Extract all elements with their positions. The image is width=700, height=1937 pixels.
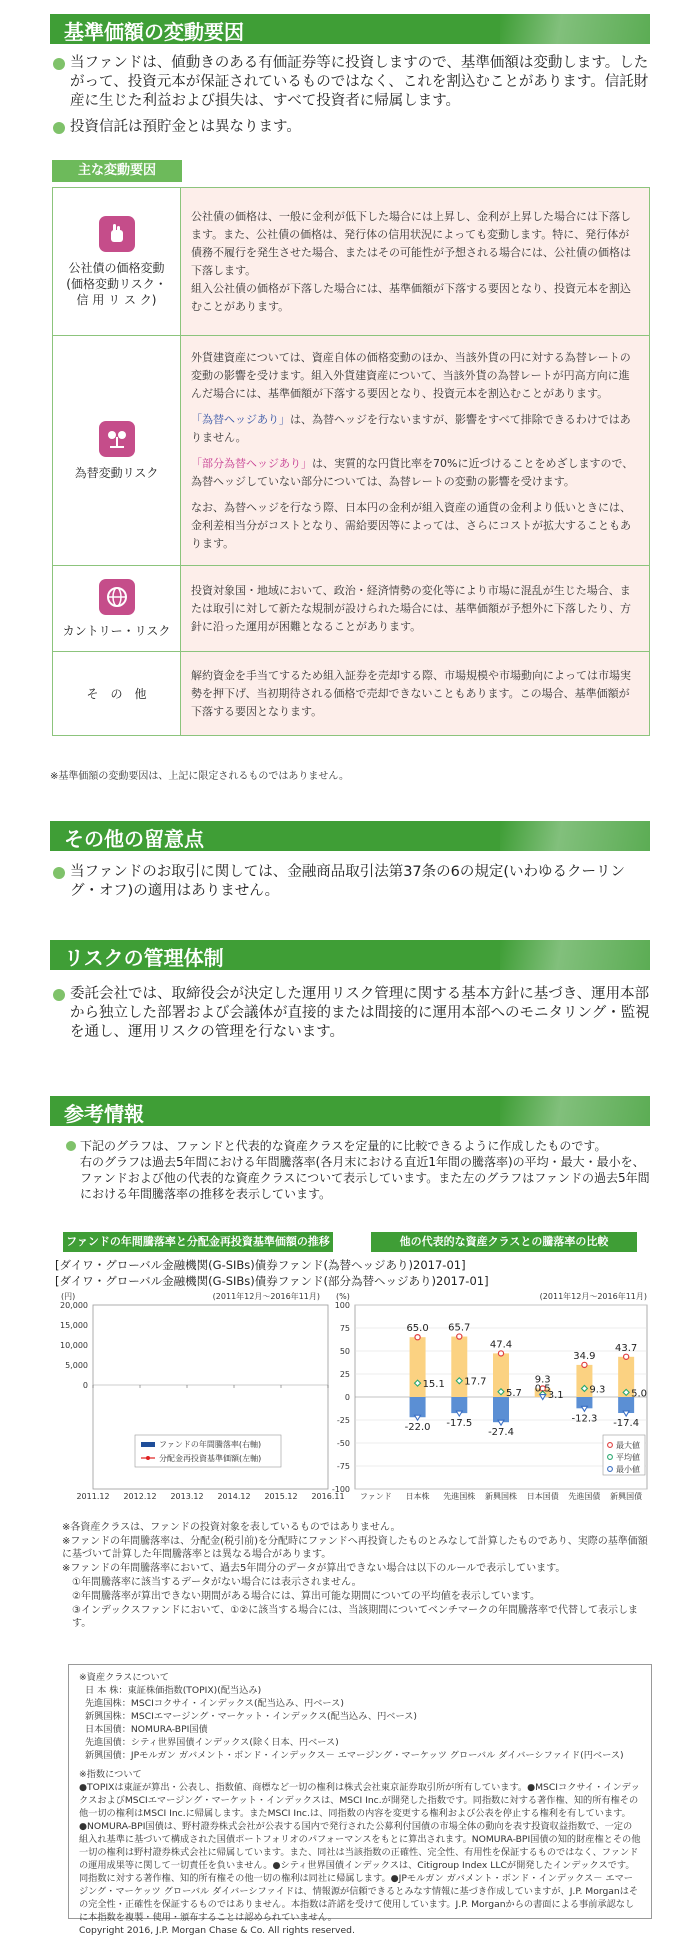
risk-text: 投資対象国・地域において、政治・経済情勢の変化等により市場に混乱が生じた場合、または取引に対して新たな規制が設けられた場合には、基準価額が予想外に下落したり、方針に沿った運用が困難となることがあります。 bbox=[191, 583, 631, 633]
legend-label: 平均値 bbox=[616, 1453, 640, 1462]
section-header-other-notes bbox=[50, 821, 650, 851]
max-marker bbox=[498, 1351, 503, 1356]
risk-text-cell bbox=[181, 652, 650, 736]
section-title: 参考情報 bbox=[64, 1102, 144, 1126]
risk-label: (価格変動リスク・ bbox=[66, 276, 167, 291]
right-x-tick: 先進国債 bbox=[568, 1492, 601, 1501]
risk-text: 公社債の価格は、一般に金利が低下した場合には上昇し、金利が上昇した場合には下落します。また、公社債の価格は、発行体の信用状況によっても変動します。特に、発行体が債務不履行を発生させた場合、またはその可能性が予想される場合には、公社債の価格は下落します。 bbox=[191, 209, 631, 277]
min-marker bbox=[415, 1415, 421, 1420]
risk-text: 組入公社債の価格が下落した場合には、基準価額が下落する要因となり、投資元本を割込むことがあります。 bbox=[191, 281, 631, 313]
risk-text-cell bbox=[181, 566, 650, 652]
risk-label: 信 用 リ ス ク) bbox=[76, 292, 157, 307]
legend-label: 最小値 bbox=[616, 1465, 640, 1474]
left-x-tick: 2012.12 bbox=[123, 1492, 157, 1501]
table-row bbox=[53, 566, 650, 652]
min-marker bbox=[623, 1411, 629, 1416]
min-marker bbox=[540, 1395, 546, 1400]
right-chart-period: (2011年12月～2016年11月) bbox=[539, 1292, 647, 1301]
fund-name: [ダイワ・グローバル金融機関(G-SIBs)債券ファンド(為替ヘッジあり)2017-01] bbox=[55, 1258, 466, 1272]
bullet-text bbox=[66, 1138, 650, 1202]
max-marker bbox=[582, 1362, 587, 1367]
risk-factor-table bbox=[52, 187, 650, 736]
avg-label: 5.0 bbox=[631, 1388, 648, 1400]
header-decoration bbox=[500, 940, 650, 970]
risk-label: カントリー・リスク bbox=[62, 623, 171, 638]
reference-box bbox=[68, 1664, 652, 1936]
risk-label-cell bbox=[53, 566, 181, 652]
risk-label: 為替変動リスク bbox=[74, 465, 159, 480]
risk-label-cell bbox=[53, 652, 181, 736]
right-y-tick: 25 bbox=[339, 1370, 350, 1379]
section-title: リスクの管理体制 bbox=[64, 946, 224, 970]
bullet-line: 下記のグラフは、ファンドと代表的な資産クラスを定量的に比較できるように作成したものです。 bbox=[80, 1139, 607, 1153]
table-row bbox=[53, 188, 650, 336]
right-x-tick: 先進国株 bbox=[443, 1492, 476, 1501]
chart-note: ①年間騰落率に該当するデータがない場合には表示されません。 bbox=[72, 1577, 362, 1588]
charts-area bbox=[55, 1285, 655, 1505]
max-marker bbox=[457, 1334, 462, 1339]
chart-note: ②年間騰落率が算出できない期間がある場合には、算出可能な期間についての平均値を表示しています。 bbox=[72, 1591, 540, 1602]
reference-line: 日 本 株：東証株価指数(TOPIX)(配当込み) bbox=[85, 1685, 262, 1696]
max-marker bbox=[415, 1335, 420, 1340]
section-title: その他の留意点 bbox=[64, 827, 204, 851]
left-chart-unit: (円) bbox=[61, 1292, 76, 1301]
left-y-tick: 10,000 bbox=[60, 1341, 88, 1350]
bar-negative bbox=[410, 1397, 426, 1417]
right-y-tick: 0 bbox=[344, 1393, 350, 1402]
reference-line: 日本国債：NOMURA-BPI国債 bbox=[85, 1724, 208, 1735]
legend-marker bbox=[608, 1455, 613, 1460]
min-label: -17.5 bbox=[446, 1418, 473, 1430]
legend-label: 分配金再投資基準価額(左軸) bbox=[159, 1454, 262, 1463]
left-y-tick: 20,000 bbox=[60, 1301, 88, 1310]
right-x-tick: ファンド bbox=[359, 1492, 392, 1501]
left-x-tick: 2014.12 bbox=[217, 1492, 251, 1501]
right-y-tick: -50 bbox=[336, 1439, 350, 1448]
max-label: 65.7 bbox=[448, 1322, 471, 1334]
bullet-text: 委託会社では、取締役会が決定した運用リスク管理に関する基本方針に基づき、運用本部から独立した部署および会議体が直接的または間接的に運用本部へのモニタリング・監視を通し、運用リスクの管理を行ないます。 bbox=[52, 985, 652, 1042]
chart-note: ③インデックスファンドにおいて、①②に該当する場合には、当該期間についてベンチマークの年間騰落率で代替して表示します。 bbox=[72, 1605, 638, 1629]
left-x-tick: 2015.12 bbox=[264, 1492, 298, 1501]
min-label: -27.4 bbox=[488, 1427, 514, 1439]
left-chart-period: (2011年12月～2016年11月) bbox=[212, 1292, 320, 1301]
left-x-tick: 2011.12 bbox=[76, 1492, 110, 1501]
header-decoration bbox=[500, 14, 650, 44]
table-row bbox=[53, 652, 650, 736]
reference-line: 新興国株：MSCIエマージング・マーケット・インデックス(配当込み、円ベース) bbox=[85, 1711, 417, 1722]
avg-label: 3.1 bbox=[547, 1390, 564, 1402]
bullet-text: 当ファンドのお取引に関しては、金融商品取引法第37条の6の規定(いわゆるクーリング・オフ)の適用はありません。 bbox=[52, 863, 652, 901]
avg-label: 5.7 bbox=[506, 1387, 522, 1399]
chart-note: ※ファンドの年間騰落率において、過去5年間分のデータが算出できない場合は以下のルールで表示しています。 bbox=[62, 1563, 566, 1574]
header-decoration bbox=[500, 1096, 650, 1126]
risk-text bbox=[191, 455, 639, 491]
scale-icon bbox=[99, 421, 135, 457]
right-y-tick: -25 bbox=[336, 1416, 350, 1425]
risk-text bbox=[191, 411, 639, 447]
min-marker bbox=[581, 1406, 587, 1411]
bullet-text: 投資信託は預貯金とは異なります。 bbox=[52, 118, 652, 137]
hand-icon bbox=[99, 216, 135, 252]
risk-text: なお、為替ヘッジを行なう際、日本円の金利が組入資産の通貨の金利より低いときには、金利差相当分がコストとなり、需給要因等によっては、さらにコストが拡大することもあります。 bbox=[191, 500, 631, 550]
min-marker bbox=[456, 1411, 462, 1416]
legend-label: ファンドの年間騰落率(右軸) bbox=[159, 1440, 262, 1449]
legend-bar-swatch bbox=[141, 1442, 155, 1447]
left-x-tick: 2016.11 bbox=[311, 1492, 345, 1501]
reference-line: 新興国債：JPモルガン ガバメント・ボンド・インデックス－ エマージング・マーケッツ グローバル ダイバーシファイド(円ベース) bbox=[85, 1750, 624, 1761]
section-header-nav-factors bbox=[50, 14, 650, 44]
right-y-tick: -100 bbox=[331, 1485, 350, 1494]
avg-label: 17.7 bbox=[464, 1376, 487, 1388]
chart-notes bbox=[62, 1521, 652, 1631]
legend-label: 最大値 bbox=[616, 1441, 640, 1450]
section-title: 基準価額の変動要因 bbox=[64, 20, 244, 44]
globe-icon bbox=[99, 579, 135, 615]
table-row bbox=[53, 336, 650, 566]
hedge-highlight: 「為替ヘッジあり」 bbox=[191, 412, 290, 426]
chip-right-chart: 他の代表的な資産クラスとの騰落率の比較 bbox=[371, 1232, 637, 1252]
bullet-line: 右のグラフは過去5年間における年間騰落率(各月末における直近1年間の騰落率)の平均・最大・最小を、ファンドおよび他の代表的な資産クラスについて表示しています。また左のグラフはファンドの過去5年間における年間騰落率の推移を表示しています。 bbox=[80, 1155, 650, 1201]
right-y-tick: 100 bbox=[334, 1301, 350, 1310]
min-label: -12.3 bbox=[571, 1413, 598, 1425]
risk-label: 公社債の価格変動 bbox=[68, 260, 165, 275]
partial-hedge-highlight: 「部分為替ヘッジあり」 bbox=[191, 456, 312, 470]
reference-line: 先進国株：MSCIコクサイ・インデックス(配当込み、円ベース) bbox=[85, 1698, 344, 1709]
reference-line: ※資産クラスについて bbox=[79, 1672, 169, 1683]
max-label: 43.7 bbox=[615, 1342, 638, 1354]
sub-tab-main-factors: 主な変動要因 bbox=[52, 160, 182, 182]
avg-label: 9.3 bbox=[589, 1384, 606, 1396]
chart-note: ※ファンドの年間騰落率は、分配金(税引前)を分配時にファンドへ再投資したものとみなして計算したものであり、実際の基準価額に基づいて計算した年間騰落率とは異なる場合があります。 bbox=[62, 1536, 648, 1560]
chart-note: ※各資産クラスは、ファンドの投資対象を表しているものではありません。 bbox=[62, 1522, 401, 1533]
right-y-tick: 50 bbox=[339, 1347, 350, 1356]
max-label: 9.3 bbox=[534, 1374, 551, 1386]
right-chart-unit: (%) bbox=[336, 1292, 350, 1301]
right-x-tick: 日本株 bbox=[405, 1492, 430, 1501]
right-y-tick: -75 bbox=[336, 1462, 350, 1471]
bar-positive bbox=[451, 1337, 467, 1397]
legend-marker bbox=[608, 1467, 613, 1472]
max-label: 34.9 bbox=[573, 1350, 596, 1362]
risk-label: そ の 他 bbox=[86, 686, 147, 701]
reference-line: Copyright 2016, J.P. Morgan Chase & Co. All rights reserved. bbox=[79, 1925, 355, 1936]
risk-label-cell bbox=[53, 188, 181, 336]
fund-name: [ダイワ・グローバル金融機関(G-SIBs)債券ファンド(部分為替ヘッジあり)2017-01] bbox=[55, 1274, 489, 1288]
legend-marker bbox=[608, 1443, 613, 1448]
right-x-tick: 日本国債 bbox=[526, 1492, 559, 1501]
max-label: 65.0 bbox=[406, 1323, 429, 1335]
risk-text: 解約資金を手当てするため組入証券を売却する際、市場規模や市場動向によっては市場実勢を押下げ、当初期待される価格で売却できないこともあります。この場合、基準価額が下落する要因となります。 bbox=[191, 668, 631, 718]
reference-line: ※指数について bbox=[79, 1769, 142, 1780]
left-y-tick: 0 bbox=[82, 1381, 88, 1390]
reference-line: ●TOPIXは東証が算出・公表し、指数値、商標など一切の権利は株式会社東京証券取引所が所有しています。●MSCIコクサイ・インデックスおよびMSCIエマージング・マーケット・インデックスは、MSCI Inc.が開発した指数です。同指数に対する著作権、知的所有権その他一切の権利はMSCI Inc.に帰属します。またMSCI Inc.は、同指数の内容を変更する権利および公表を停止する権利を有しています。●NOMURA-BPI国債は、野村證券株式会社が公表する国内で発行された公募利付国債の市場全体の動向を表す投資収益指数で、一定の組入れ基準に基づいて構成された国債ポートフォリオのパフォーマンスをもとに算出されます。NOMURA-BPI国債の知的財産権とその他一切の権利は野村證券株式会社に帰属しています。また、同社は当該指数の正確性、完全性、有用性を保証するものではなく、ファンドの運用成果等に関して一切責任を負いません。●シティ世界国債インデックスは、Citigroup Index LLCが開発したインデックスです。同指数に対する著作権、知的所有権その他一切の権利は同社に帰属します。●JPモルガン ガバメント・ボンド・インデックス－ エマージング・マーケッツ グローバル ダイバーシファイドは、情報源が信頼できるとみなす情報に基づき作成していますが、J.P. Morganはその完全性・正確性を保証するものではありません。本指数は許諾を受けて使用しています。J.P. Morganからの書面による事前承認なしに本指数を複製・使用・頒布することは認められていません。 bbox=[79, 1782, 641, 1923]
left-y-tick: 5,000 bbox=[65, 1361, 88, 1370]
right-x-tick: 新興国株 bbox=[485, 1492, 517, 1501]
risk-text: は、実質的な円貨比率を70%に近づけることをめざしますので、為替ヘッジしていない部分については、為替レートの変動の影響を受けます。 bbox=[191, 456, 634, 488]
risk-text: 外貨建資産については、資産自体の価格変動のほか、当該外貨の円に対する為替レートの変動の影響を受けます。組入外貨建資産について、当該外貨の為替レートが円高方向に進んだ場合には、基準価額が下落する要因となり、投資元本を割込むことがあります。 bbox=[191, 350, 631, 400]
risk-text-cell bbox=[181, 188, 650, 336]
risk-text-cell bbox=[181, 336, 650, 566]
risk-text: は、為替ヘッジを行ないますが、影響をすべて排除できるわけではありません。 bbox=[191, 412, 631, 444]
max-marker bbox=[624, 1354, 629, 1359]
footnote: ※基準価額の変動要因は、上記に限定されるものではありません。 bbox=[50, 771, 349, 782]
reference-line: 先進国債：シティ世界国債インデックス(除く日本、円ベース) bbox=[85, 1737, 339, 1748]
section-header-reference bbox=[50, 1096, 650, 1126]
avg-label: 15.1 bbox=[422, 1379, 445, 1391]
risk-label-cell bbox=[53, 336, 181, 566]
left-y-tick: 15,000 bbox=[60, 1321, 88, 1330]
chip-left-chart: ファンドの年間騰落率と分配金再投資基準価額の推移 bbox=[63, 1232, 333, 1252]
legend-line-marker bbox=[146, 1456, 150, 1460]
header-decoration bbox=[500, 821, 650, 851]
right-y-tick: 75 bbox=[339, 1324, 350, 1333]
min-label: -17.4 bbox=[613, 1418, 640, 1430]
right-x-tick: 新興国債 bbox=[610, 1492, 643, 1501]
max-label: 47.4 bbox=[489, 1339, 513, 1351]
min-marker bbox=[498, 1420, 504, 1425]
bar-negative bbox=[493, 1397, 509, 1422]
min-label: -22.0 bbox=[404, 1422, 431, 1434]
bullet-text: 当ファンドは、値動きのある有価証券等に投資しますので、基準価額は変動します。したがって、投資元本が保証されているものではなく、これを割込むことがあります。信託財産に生じた利益および損失は、すべて投資者に帰属します。 bbox=[52, 54, 652, 111]
min-label: 0.5 bbox=[534, 1383, 551, 1395]
left-x-tick: 2013.12 bbox=[170, 1492, 204, 1501]
section-header-risk-management bbox=[50, 940, 650, 970]
